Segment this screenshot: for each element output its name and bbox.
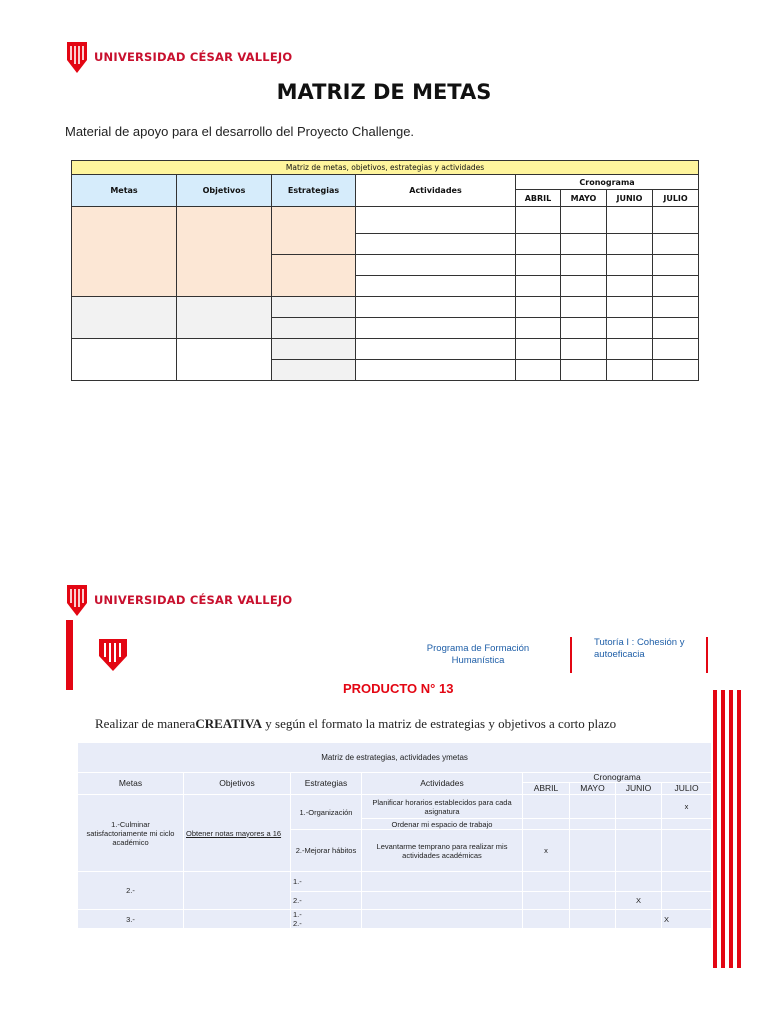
divider	[706, 637, 708, 673]
header-objetivos: Objetivos	[177, 175, 272, 207]
estrategia-cell: 1.-Organización	[291, 795, 362, 830]
estrategia-cell	[272, 207, 356, 255]
estrategia-cell: 1.- 2.-	[291, 910, 362, 929]
header-estrategias: Estrategias	[272, 175, 356, 207]
month-junio: JUNIO	[607, 190, 653, 207]
tutoria-label: Tutoría I : Cohesión y autoeficacia	[594, 637, 685, 660]
mark-cell: x	[662, 795, 712, 819]
month-mayo: MAYO	[561, 190, 607, 207]
actividad-cell: Levantarme temprano para realizar mis actividades académicas	[362, 830, 523, 872]
actividad-cell: Ordenar mi espacio de trabajo	[362, 819, 523, 830]
producto-title: PRODUCTO N° 13	[343, 681, 454, 696]
matrix-table-blank	[71, 160, 699, 381]
meta-cell	[72, 297, 177, 339]
page-title: MATRIZ DE METAS	[276, 80, 492, 104]
header-cronograma: Cronograma	[523, 773, 712, 783]
header-metas: Metas	[78, 773, 184, 795]
table-caption: Matriz de estrategias, actividades ymetas	[78, 743, 712, 773]
logo-text: UNIVERSIDAD CÉSAR VALLEJO	[94, 50, 293, 64]
estrategia-cell: 2.-Mejorar hábitos	[291, 830, 362, 872]
shield-icon	[98, 638, 128, 677]
estrategia-cell	[272, 255, 356, 297]
header-estrategias: Estrategias	[291, 773, 362, 795]
meta-cell: 1.-Culminar satisfactoriamente mi ciclo académico	[78, 795, 184, 872]
logo-text: UNIVERSIDAD CÉSAR VALLEJO	[94, 593, 293, 607]
header-cronograma: Cronograma	[516, 175, 699, 190]
meta-cell	[72, 339, 177, 381]
matrix-table-filled	[77, 742, 712, 929]
estrategia-cell: 2.-	[291, 892, 362, 910]
actividad-cell: Planificar horarios establecidos para cada asignatura	[362, 795, 523, 819]
university-logo	[66, 40, 292, 74]
meta-cell: 2.-	[78, 872, 184, 910]
estrategia-cell: 1.-	[291, 872, 362, 892]
month-julio: JULIO	[653, 190, 699, 207]
table-caption: Matriz de metas, objetivos, estrategias y actividades	[72, 161, 699, 175]
month-julio: JULIO	[662, 783, 712, 795]
shield-icon	[66, 583, 88, 617]
month-abril: ABRIL	[516, 190, 561, 207]
meta-cell: 3.-	[78, 910, 184, 929]
header-objetivos: Objetivos	[184, 773, 291, 795]
actividad-cell	[356, 207, 516, 234]
header-actividades: Actividades	[356, 175, 516, 207]
red-bar	[66, 620, 73, 690]
instructions: Realizar de maneraCREATIVA y según el formato la matriz de estrategias y objetivos a corto plazo	[95, 716, 617, 731]
program-name: Programa de Formación Humanística	[426, 643, 530, 666]
month-abril: ABRIL	[523, 783, 570, 795]
mark-cell: X	[616, 892, 662, 910]
header-metas: Metas	[72, 175, 177, 207]
objetivo-cell	[177, 207, 272, 297]
mark-cell: X	[662, 910, 712, 929]
red-stripes	[713, 690, 743, 968]
shield-icon	[66, 40, 88, 74]
objetivo-cell	[177, 297, 272, 339]
page-subtitle: Material de apoyo para el desarrollo del Proyecto Challenge.	[65, 124, 415, 139]
mark-cell: x	[523, 830, 570, 872]
header-actividades: Actividades	[362, 773, 523, 795]
meta-cell	[72, 207, 177, 297]
month-junio: JUNIO	[616, 783, 662, 795]
university-logo-2	[66, 583, 292, 617]
divider	[570, 637, 572, 673]
objetivo-cell	[177, 339, 272, 381]
objetivo-cell: Obtener notas mayores a 16	[184, 795, 291, 872]
month-mayo: MAYO	[570, 783, 616, 795]
